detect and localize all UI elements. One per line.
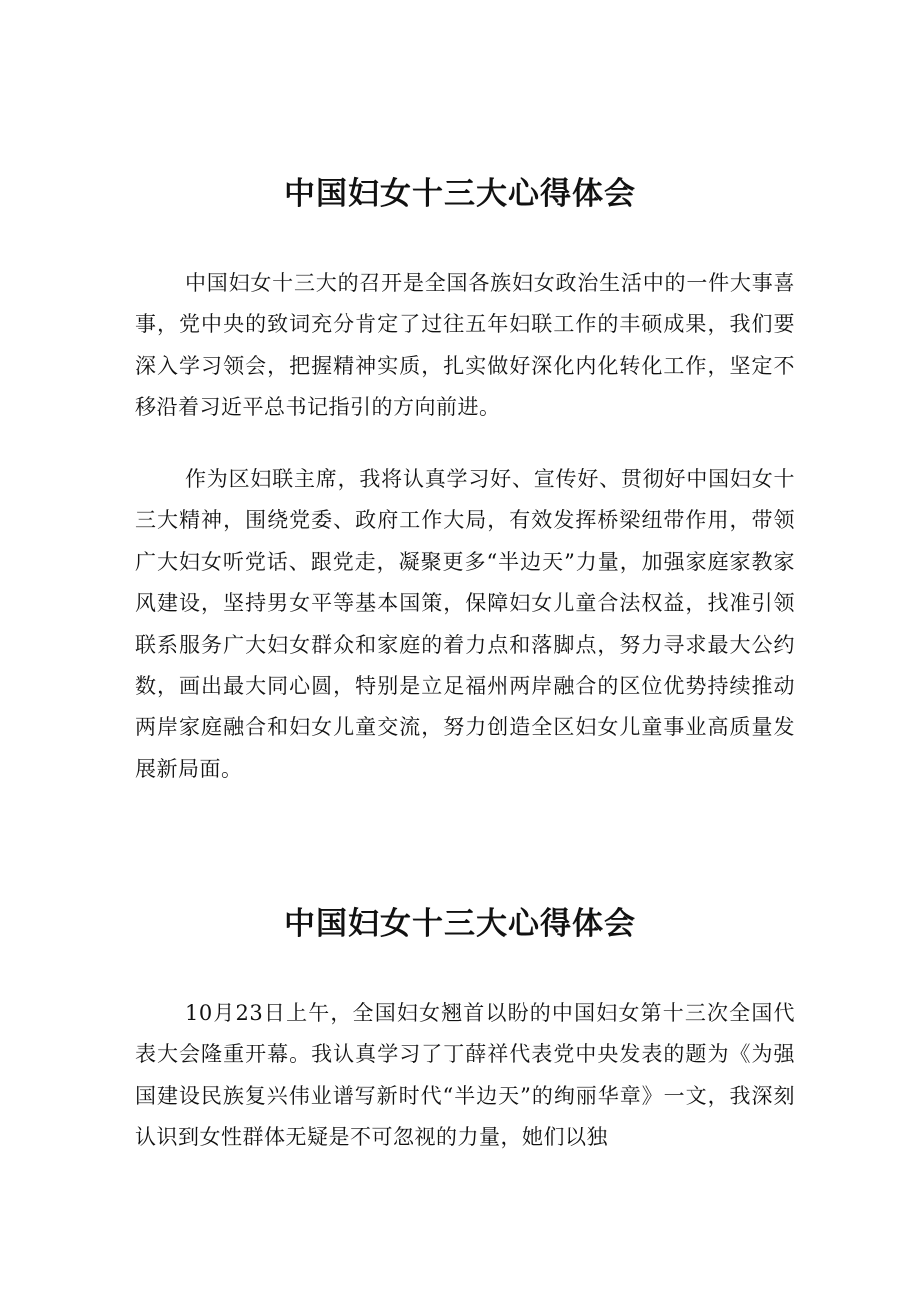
article-paragraph: 作为区妇联主席，我将认真学习好、宣传好、贯彻好中国妇女十三大精神，围绕党委、政府工作大局，有效发挥桥梁纽带作用，带领广大妇女听党话、跟党走，凝聚更多“半边天”力量，加强家庭家教家风建设，坚持男女平等基本国策，保障妇女儿童合法权益，找准引领联系服务广大妇女群众和家庭的着力点和落脚点，努力寻求最大公约数，画出最大同心圆，特别是立足福州两岸融合的区位优势持续推动两岸家庭融合和妇女儿童交流，努力创造全区妇女儿童事业高质量发展新局面。 [135, 467, 795, 781]
article-title: 中国妇女十三大心得体会 [284, 906, 636, 942]
article-title: 中国妇女十三大心得体会 [284, 176, 636, 212]
article-paragraph: 中国妇女十三大的召开是全国各族妇女政治生活中的一件大事喜事，党中央的致词充分肯定了过往五年妇联工作的丰硕成果，我们要深入学习领会，把握精神实质，扎实做好深化内化转化工作，坚定不移沿着习近平总书记指引的方向前进。 [135, 271, 795, 420]
article-paragraph: 10月23日上午，全国妇女翘首以盼的中国妇女第十三次全国代表大会隆重开幕。我认真学习了丁薛祥代表党中央发表的题为《为强国建设民族复兴伟业谱写新时代“半边天”的绚丽华章》一文，我深刻认识到女性群体无疑是不可忽视的力量，她们以独 [135, 1001, 795, 1150]
